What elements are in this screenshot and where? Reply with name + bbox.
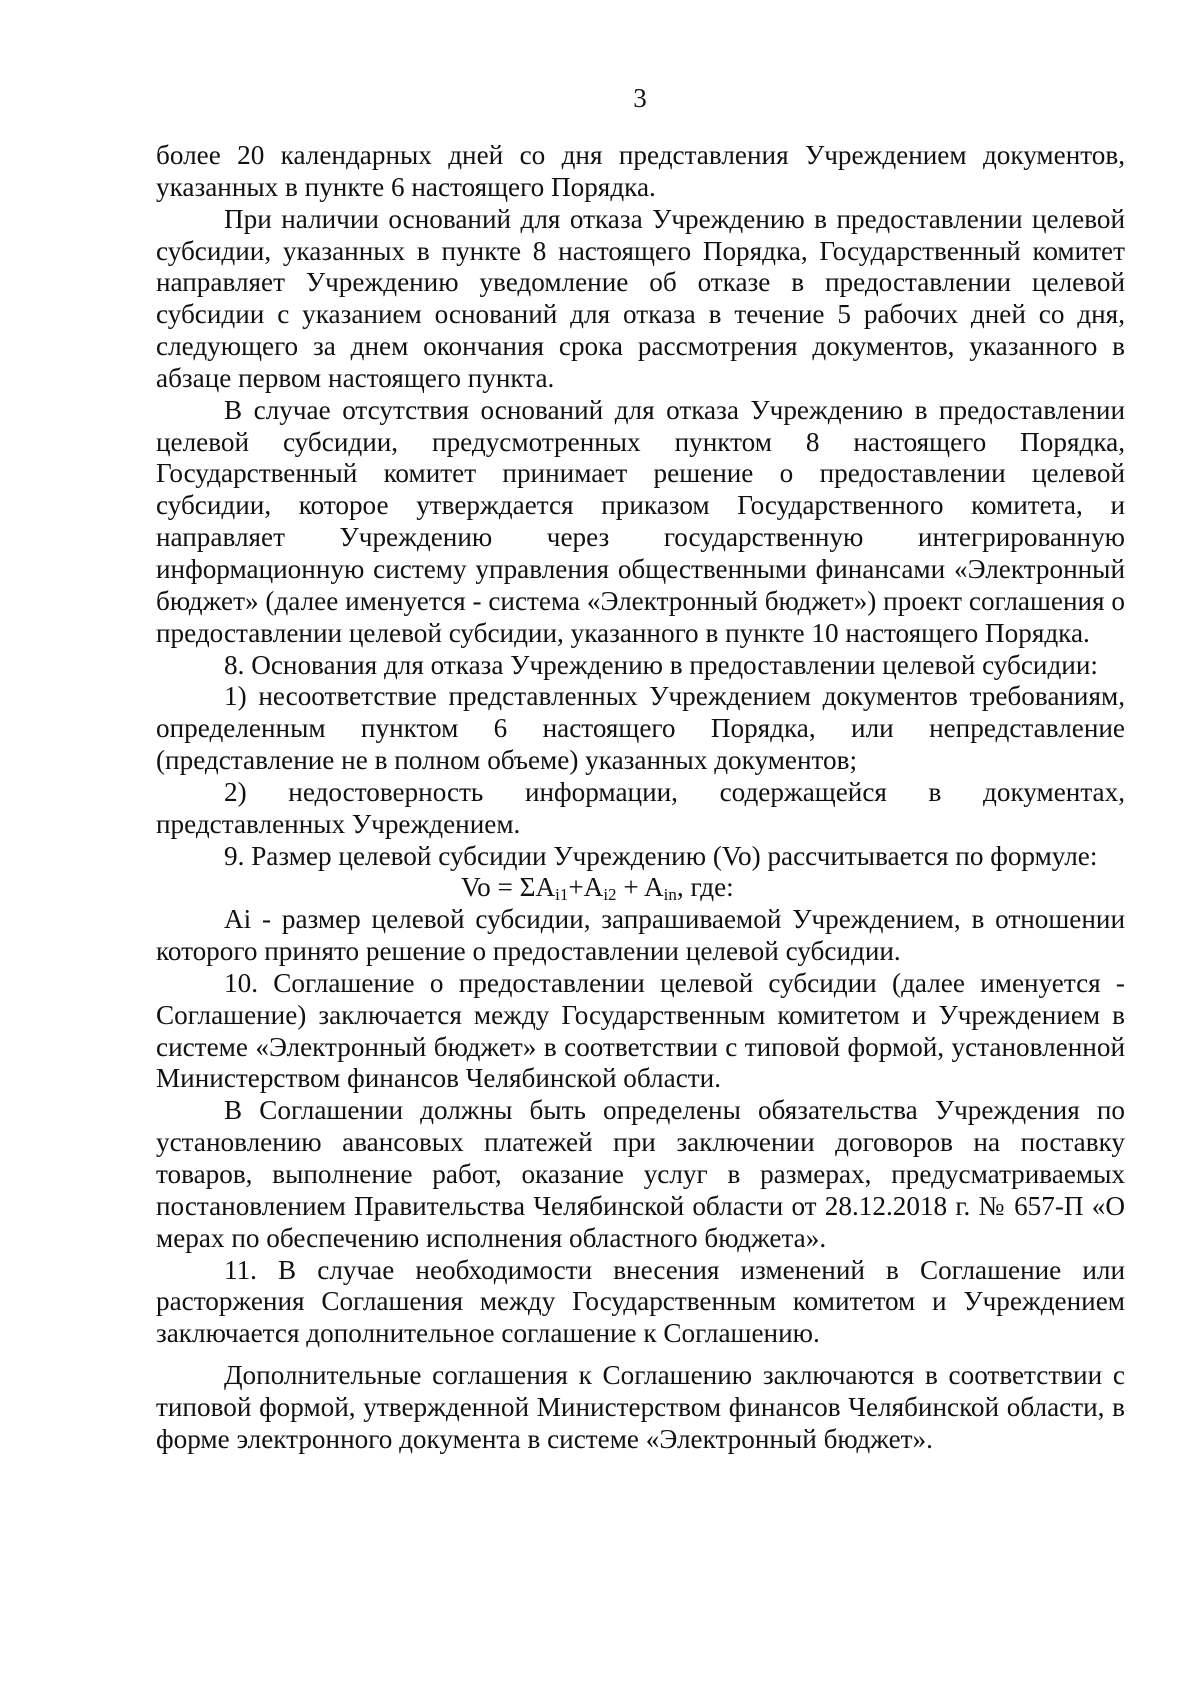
formula-sub-1: i1 xyxy=(555,885,569,905)
paragraph-item-8-1: 1) несоответствие представленных Учреждением документов требованиям, определенным пунктом 6 настоящего Порядка, или непредставление (представление не в полном объеме) указанных документов; xyxy=(156,681,1125,776)
paragraph-subsidy-decision: В случае отсутствия оснований для отказа Учреждению в предоставлении целевой субсидии, предусмотренных пунктом 8 настоящего Порядка, Государственный комитет принимает решение о предоставлении целевой субсидии, которое утверждается приказом Государственного комитета, и направляет Учреждению через государственную интегрированную информационную систему управления общественными финансами «Электронный бюджет» (далее именуется - система «Электронный бюджет») проект соглашения о предоставлении целевой субсидии, указанного в пункте 10 настоящего Порядка. xyxy=(156,394,1125,648)
formula-mid-2: + A xyxy=(616,872,664,903)
paragraph-additional-agreements: Дополнительные соглашения к Соглашению заключаются в соответствии с типовой формой, утвержденной Министерством финансов Челябинской области, в форме электронного документа в системе «Электронный бюджет». xyxy=(156,1360,1125,1454)
formula-lhs: Vo = ΣA xyxy=(461,872,556,903)
subsidy-formula xyxy=(156,872,1125,904)
paragraph-item-9: 9. Размер целевой субсидии Учреждению (Vo) рассчитывается по формуле: xyxy=(224,840,1098,871)
paragraph-ai-definition: Ai - размер целевой субсидии, запрашиваемой Учреждением, в отношении которого принято решение о предоставлении целевой субсидии. xyxy=(156,904,1125,967)
paragraph-continuation: более 20 календарных дней со дня представления Учреждением документов, указанных в пункте 6 настоящего Порядка. xyxy=(156,140,1125,202)
paragraph-item-10: 10. Соглашение о предоставлении целевой субсидии (далее именуется - Соглашение) заключается между Государственным комитетом и Учреждением в системе «Электронный бюджет» в соответствии с типовой формой, установленной Министерством финансов Челябинской области. xyxy=(156,967,1125,1094)
page-number: 3 xyxy=(633,83,647,113)
paragraph-item-8: 8. Основания для отказа Учреждению в предоставлении целевой субсидии: xyxy=(224,649,1098,680)
paragraph-refusal-notice: При наличии оснований для отказа Учреждению в предоставлении целевой субсидии, указанных в пункте 8 настоящего Порядка, Государственный комитет направляет Учреждению уведомление об отказе в предоставлении целевой субсидии с указанием оснований для отказа в течение 5 рабочих дней со дня, следующего за днем окончания срока рассмотрения документов, указанного в абзаце первом настоящего пункта. xyxy=(156,203,1125,393)
formula-sub-2: i2 xyxy=(603,885,617,905)
paragraph-obligations: В Соглашении должны быть определены обязательства Учреждения по установлению авансовых платежей при заключении договоров на поставку товаров, выполнение работ, оказание услуг в размерах, предусматриваемых постановлением Правительства Челябинской области от 28.12.2018 г. № 657-П «О мерах по обеспечению исполнения областного бюджета». xyxy=(156,1095,1125,1253)
document-body xyxy=(156,140,1125,1456)
paragraph-item-11: 11. В случае необходимости внесения изменений в Соглашение или расторжения Соглашения между Государственным комитетом и Учреждением заключается дополнительное соглашение к Соглашению. xyxy=(156,1254,1125,1349)
formula-mid-1: +A xyxy=(568,872,604,903)
formula-sub-3: in xyxy=(663,885,677,905)
paragraph-item-8-2: 2) недостоверность информации, содержащейся в документах, представленных Учреждением. xyxy=(156,776,1125,839)
formula-tail: , где: xyxy=(676,872,734,903)
